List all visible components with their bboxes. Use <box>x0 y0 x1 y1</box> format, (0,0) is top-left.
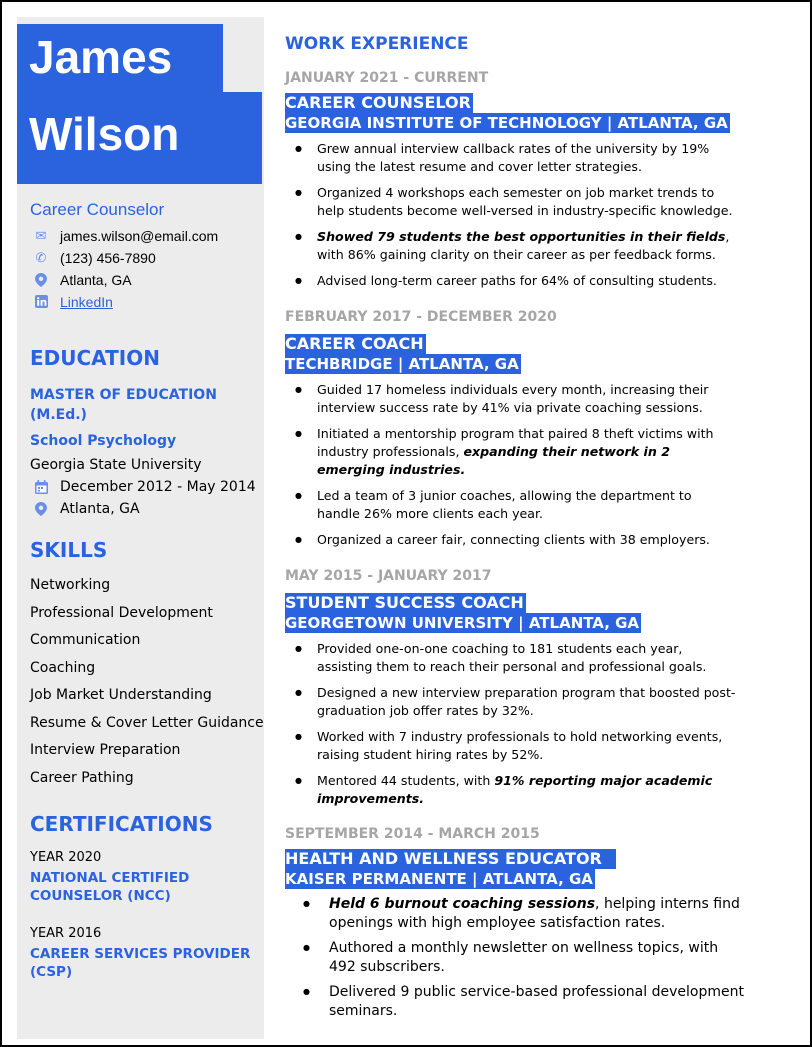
first-name: James <box>17 24 223 92</box>
location-text: Atlanta, GA <box>60 272 132 288</box>
bullet-item: ● Organized a career fair, connecting clients with 38 employers. <box>285 531 737 549</box>
bullet-item: ● Showed 79 students the best opportunities in their fields, with 86% gaining clarity on their career as per feedback forms. <box>285 228 737 264</box>
school-name: Georgia State University <box>30 457 202 473</box>
contact-phone <box>34 250 156 266</box>
email-text: james.wilson@email.com <box>60 228 219 244</box>
bullet-item: ● Mentored 44 students, with 91% reporting major academic improvements. <box>285 772 737 808</box>
job-org: GEORGIA INSTITUTE OF TECHNOLOGY | ATLANTA, GA <box>285 114 728 132</box>
job-title: Career Counselor <box>30 200 165 219</box>
bullet-item: ● Advised long-term career paths for 64% of consulting students. <box>285 272 737 290</box>
bullet-item: ● Initiated a mentorship program that paired 8 theft victims with industry professionals, expanding their network in 2 emerging industries. <box>285 425 737 479</box>
job-dates: MAY 2015 - JANUARY 2017 <box>285 568 492 584</box>
calendar-icon <box>34 480 48 494</box>
contact-location <box>34 272 132 288</box>
email-icon: ✉ <box>35 228 47 243</box>
job-role: STUDENT SUCCESS COACH <box>285 593 524 612</box>
contact-linkedin <box>34 294 113 310</box>
job-role: HEALTH AND WELLNESS EDUCATOR <box>285 849 616 869</box>
contact-email <box>34 228 218 244</box>
job-role: CAREER COACH <box>285 334 424 353</box>
cert-name-line-1: NATIONAL CERTIFIED <box>30 870 190 886</box>
major: School Psychology <box>30 433 177 449</box>
phone-text: (123) 456-7890 <box>60 250 156 266</box>
job-org: KAISER PERMANENTE | ATLANTA, GA <box>285 870 593 888</box>
job-dates: SEPTEMBER 2014 - MARCH 2015 <box>285 826 540 842</box>
name-block <box>17 24 262 184</box>
skill-item: Coaching <box>30 660 96 676</box>
job-bullets <box>285 895 749 1021</box>
cert-name-line-2: COUNSELOR (NCC) <box>30 888 171 904</box>
skill-item: Resume & Cover Letter Guidance <box>30 715 264 731</box>
bullet-item: ● Organized 4 workshops each semester on job market trends to help students become well-versed in industry-specific knowledge. <box>285 184 737 220</box>
linkedin-link[interactable]: LinkedIn <box>60 294 113 310</box>
job-bullets <box>285 381 737 549</box>
job-dates: FEBRUARY 2017 - DECEMBER 2020 <box>285 309 557 325</box>
job-org: TECHBRIDGE | ATLANTA, GA <box>285 355 519 373</box>
education-dates <box>34 479 256 495</box>
job-org: GEORGETOWN UNIVERSITY | ATLANTA, GA <box>285 614 640 632</box>
job-role: CAREER COUNSELOR <box>285 93 471 112</box>
skill-item: Communication <box>30 632 141 648</box>
degree-line-2: (M.Ed.) <box>30 407 87 423</box>
skill-item: Interview Preparation <box>30 742 181 758</box>
bullet-item: ● Authored a monthly newsletter on wellness topics, with 492 subscribers. <box>285 939 749 977</box>
linkedin-icon <box>34 295 48 309</box>
skill-item: Career Pathing <box>30 770 134 786</box>
bullet-item: ● Delivered 9 public service-based professional development seminars. <box>285 983 749 1021</box>
bullet-item: ● Held 6 burnout coaching sessions, helping interns find openings with high employee satisfaction rates. <box>285 895 749 933</box>
education-heading: EDUCATION <box>30 346 160 370</box>
certifications-heading: CERTIFICATIONS <box>30 812 213 836</box>
skill-item: Job Market Understanding <box>30 687 212 703</box>
phone-icon: ✆ <box>35 250 47 265</box>
cert-year: YEAR 2016 <box>30 926 102 941</box>
skill-item: Networking <box>30 577 111 593</box>
education-dates-text: December 2012 - May 2014 <box>60 479 256 495</box>
job-bullets <box>285 140 737 290</box>
bullet-item: ● Designed a new interview preparation program that boosted post-graduation job offer rates by 32%. <box>285 684 737 720</box>
education-location-text: Atlanta, GA <box>60 501 140 517</box>
work-experience-heading: WORK EXPERIENCE <box>285 34 469 54</box>
bullet-item: ● Worked with 7 industry professionals to hold networking events, raising student hiring rates by 52%. <box>285 728 737 764</box>
skills-heading: SKILLS <box>30 538 108 562</box>
last-name: Wilson <box>17 92 262 184</box>
bullet-item: ● Grew annual interview callback rates of the university by 19% using the latest resume and cover letter strategies. <box>285 140 737 176</box>
skill-item: Professional Development <box>30 605 213 621</box>
cert-name-line-2: (CSP) <box>30 964 73 980</box>
education-location <box>34 501 140 517</box>
job-dates: JANUARY 2021 - CURRENT <box>285 70 489 86</box>
degree-line-1: MASTER OF EDUCATION <box>30 387 217 403</box>
bullet-item: ● Provided one-on-one coaching to 181 students each year, assisting them to reach their personal and professional goals. <box>285 640 737 676</box>
location-pin-icon <box>34 502 48 516</box>
bullet-item: ● Guided 17 homeless individuals every month, increasing their interview success rate by 41% via private coaching sessions. <box>285 381 737 417</box>
cert-name-line-1: CAREER SERVICES PROVIDER <box>30 946 251 962</box>
location-pin-icon <box>34 273 48 287</box>
bullet-item: ● Led a team of 3 junior coaches, allowing the department to handle 26% more clients each year. <box>285 487 737 523</box>
job-bullets <box>285 640 737 808</box>
cert-year: YEAR 2020 <box>30 850 102 865</box>
